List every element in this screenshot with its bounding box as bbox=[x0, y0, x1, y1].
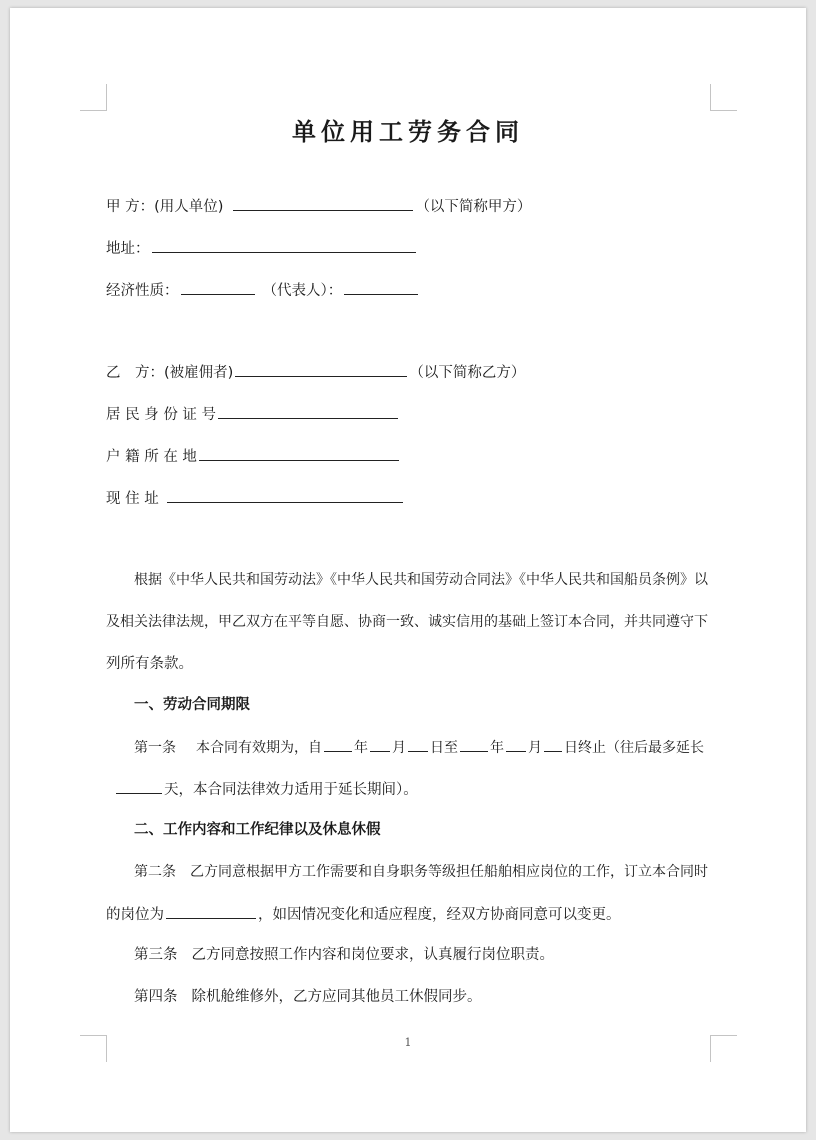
page-number: 1 bbox=[404, 1036, 412, 1049]
party-b-address-blank[interactable] bbox=[167, 488, 403, 503]
article-1-text-a: 本合同有效期为，自 bbox=[196, 740, 322, 756]
party-b-blank[interactable] bbox=[235, 362, 407, 377]
start-year-label: 年 bbox=[354, 740, 368, 756]
article-2-line-1 bbox=[106, 862, 738, 882]
section-2-heading: 二、工作内容和工作纪律以及休息休假 bbox=[134, 822, 381, 838]
party-a-nature-label: 经济性质： bbox=[106, 283, 179, 299]
party-a-address-line bbox=[106, 238, 418, 259]
party-a-line bbox=[106, 196, 531, 217]
party-a-address-label: 地址： bbox=[106, 241, 150, 257]
article-4-line bbox=[106, 987, 738, 1007]
contract-title: 单位用工劳务合同 bbox=[292, 117, 524, 146]
start-month-blank[interactable] bbox=[370, 737, 390, 752]
party-b-hukou-label: 户 籍 所 在 地 bbox=[106, 449, 197, 465]
position-blank[interactable] bbox=[166, 904, 256, 919]
party-b-id-line bbox=[106, 404, 400, 425]
article-4-text: 除机舱维修外，乙方应同其他员工休假同步。 bbox=[191, 989, 482, 1005]
article-2-text-b2: ，如因情况变化和适应程度，经双方协商同意可以变更。 bbox=[258, 907, 621, 923]
party-b-suffix: （以下简称乙方） bbox=[409, 365, 526, 381]
end-year-blank[interactable] bbox=[460, 737, 488, 752]
party-a-rep-blank[interactable] bbox=[344, 280, 418, 295]
party-b-id-label: 居 民 身 份 证 号 bbox=[106, 407, 217, 423]
party-b-address-line bbox=[106, 488, 405, 509]
document-page bbox=[10, 8, 806, 1132]
section-1-heading: 一、劳动合同期限 bbox=[134, 697, 250, 713]
article-1-line-2 bbox=[106, 779, 718, 800]
intro-line-2: 及相关法律法规，甲乙双方在平等自愿、协商一致、诚实信用的基础上签订本合同，并共同遵守下 bbox=[106, 614, 708, 630]
article-1-line-1 bbox=[106, 737, 738, 758]
end-year-label: 年 bbox=[490, 740, 504, 756]
party-b-label: 乙 方：(被雇佣者) bbox=[106, 365, 234, 381]
party-b-id-blank[interactable] bbox=[218, 404, 398, 419]
party-b-hukou-blank[interactable] bbox=[199, 446, 399, 461]
party-a-blank[interactable] bbox=[233, 196, 413, 211]
article-1-text-b: 天，本合同法律效力适用于延长期间）。 bbox=[164, 782, 418, 798]
article-2-text-b1: 的岗位为 bbox=[106, 907, 164, 923]
crop-mark-top-left bbox=[80, 84, 107, 111]
article-4-label: 第四条 bbox=[134, 989, 178, 1005]
start-year-blank[interactable] bbox=[324, 737, 352, 752]
article-2-line-2 bbox=[106, 904, 710, 925]
article-3-line bbox=[106, 945, 738, 965]
article-1-label: 第一条 bbox=[134, 740, 176, 756]
party-b-line bbox=[106, 362, 525, 383]
party-a-suffix: （以下简称甲方） bbox=[415, 199, 532, 215]
article-3-label: 第三条 bbox=[134, 947, 178, 963]
party-b-hukou-line bbox=[106, 446, 401, 467]
party-a-nature-blank[interactable] bbox=[181, 280, 255, 295]
article-2-text-a: 乙方同意根据甲方工作需要和自身职务等级担任船舶相应岗位的工作，订立本合同时 bbox=[190, 864, 708, 880]
party-b-address-label: 现 住 址 bbox=[106, 491, 159, 507]
end-month-blank[interactable] bbox=[506, 737, 526, 752]
start-month-label: 月 bbox=[392, 740, 406, 756]
extension-days-blank[interactable] bbox=[116, 779, 162, 794]
party-a-label: 甲 方：(用人单位) bbox=[106, 199, 224, 215]
end-day-label: 日终止（往后最多延长 bbox=[564, 740, 704, 756]
intro-line-1: 根据《中华人民共和国劳动法》《中华人民共和国劳动合同法》《中华人民共和国船员条例》以 bbox=[134, 572, 708, 588]
end-day-blank[interactable] bbox=[544, 737, 562, 752]
start-day-blank[interactable] bbox=[408, 737, 428, 752]
intro-line-3: 列所有条款。 bbox=[106, 656, 193, 672]
end-month-label: 月 bbox=[528, 740, 542, 756]
article-2-label: 第二条 bbox=[134, 864, 176, 880]
party-a-rep-label: （代表人）： bbox=[262, 283, 343, 299]
crop-mark-top-right bbox=[710, 84, 737, 111]
article-3-text: 乙方同意按照工作内容和岗位要求，认真履行岗位职责。 bbox=[191, 947, 554, 963]
start-day-label: 日至 bbox=[430, 740, 458, 756]
party-a-address-blank[interactable] bbox=[152, 238, 416, 253]
party-a-nature-line bbox=[106, 280, 420, 301]
